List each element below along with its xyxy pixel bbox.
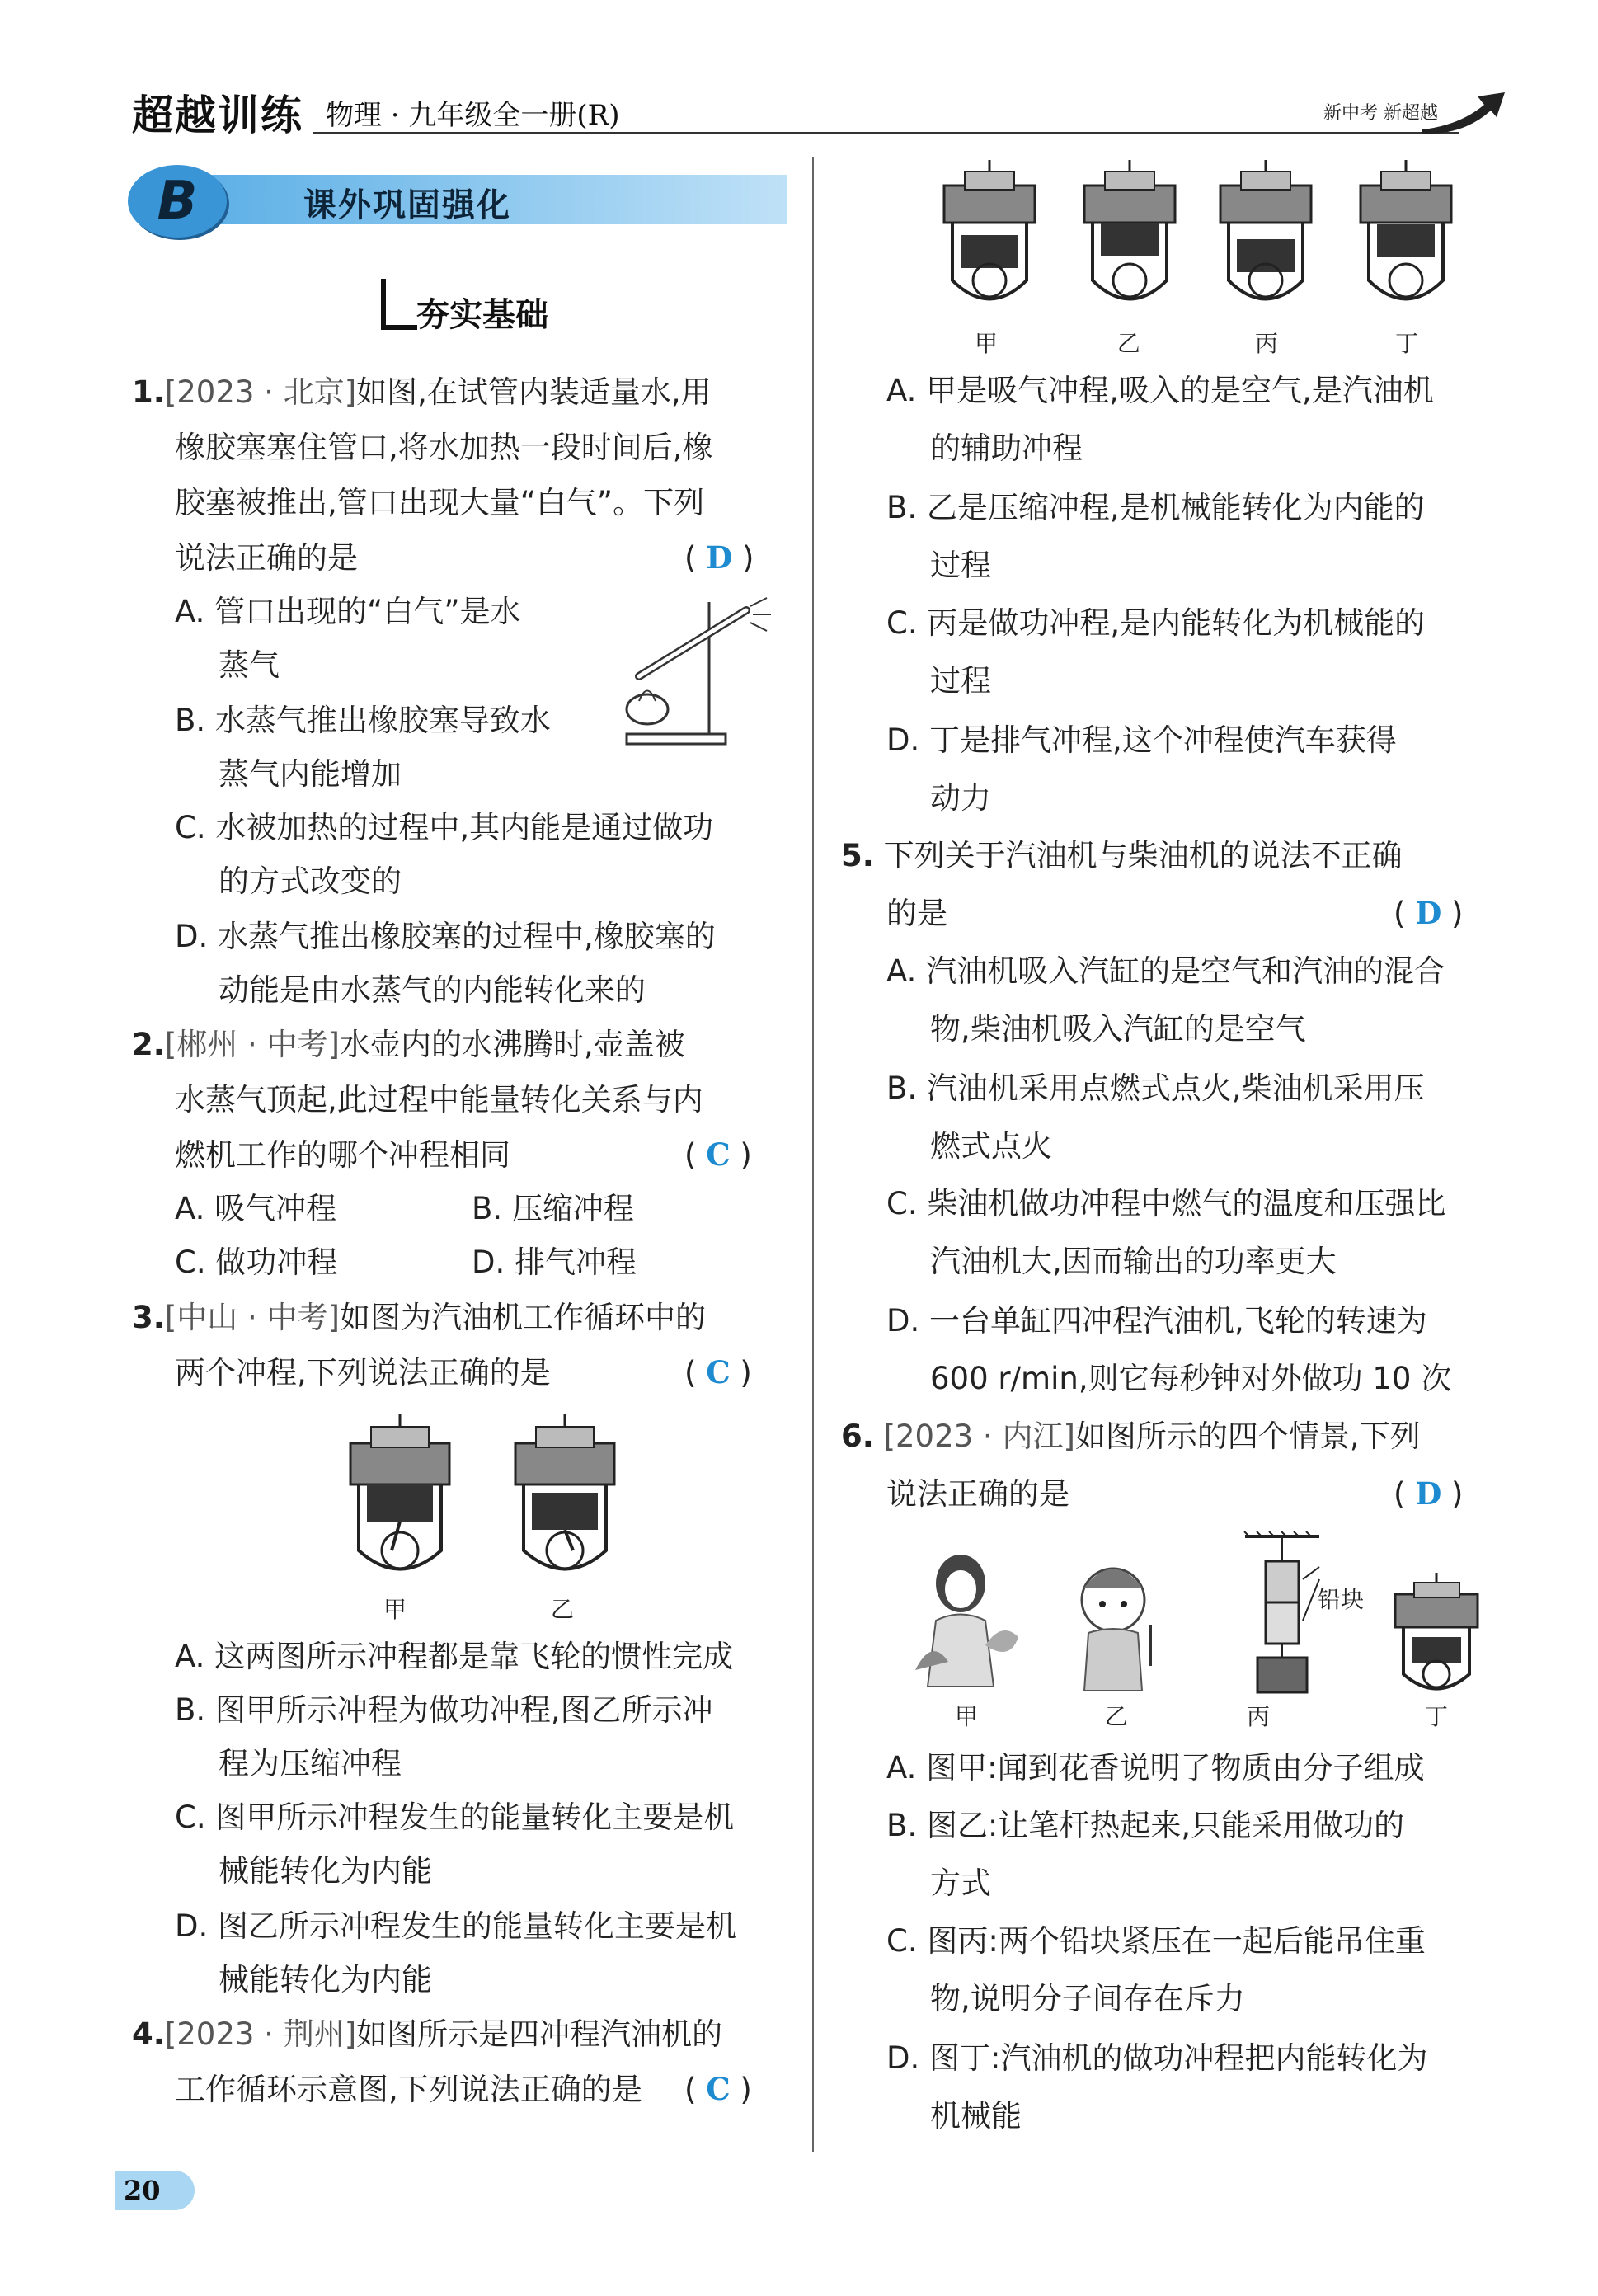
option-d: D. 排气冲程 (472, 1244, 637, 1280)
figure-caption: 乙 (1105, 1703, 1129, 1730)
question-source: [郴州 · 中考] (164, 1027, 340, 1062)
question-source: [2023 · 内江] (883, 1419, 1075, 1454)
option-a-cont: 蒸气 (219, 647, 280, 683)
option-b: B. 水蒸气推出橡胶塞导致水 (175, 703, 551, 738)
answer-letter: C (706, 1136, 731, 1173)
question-number: 1. (132, 374, 165, 410)
figure-caption: 甲 (975, 330, 999, 357)
question-text: 如图为汽油机工作循环中的 (339, 1300, 706, 1335)
option-b: B. 图乙:让笔杆热起来,只能采用做功的 (886, 1808, 1405, 1843)
answer-bracket: ( D ) (1394, 895, 1464, 931)
figure-caption: 乙 (1117, 330, 1141, 357)
option-c-cont: 过程 (930, 663, 991, 699)
section-subtitle: 夯实基础 (416, 296, 548, 334)
question-text: 说法正确的是 (886, 1476, 1069, 1512)
option-b: B. 图甲所示冲程为做功冲程,图乙所示冲 (175, 1692, 713, 1728)
question-text: 如图所示是四冲程汽油机的 (356, 2016, 723, 2052)
option-b: B. 压缩冲程 (472, 1191, 634, 1226)
book-subtitle: 物理 · 九年级全一册(R) (326, 99, 620, 132)
answer-letter: D (1415, 895, 1442, 931)
option-c-cont: 的方式改变的 (219, 863, 402, 899)
girl-smelling-flowers-illustration (903, 1546, 1035, 1691)
option-b-cont: 程为压缩冲程 (219, 1746, 402, 1781)
answer-letter: D (1415, 1475, 1442, 1512)
option-c: C. 做功冲程 (175, 1244, 338, 1280)
figure-caption: 丙 (1255, 330, 1279, 357)
engine-illustration-yi (499, 1410, 639, 1592)
question-text: 橡胶塞塞住管口,将水加热一段时间后,橡 (175, 430, 713, 465)
option-d-cont: 械能转化为内能 (219, 1962, 432, 1997)
option-a: A. 甲是吸气冲程,吸入的是空气,是汽油机 (886, 373, 1434, 408)
option-b-cont: 方式 (930, 1866, 991, 1901)
option-b: B. 乙是压缩冲程,是机械能转化为内能的 (886, 490, 1425, 525)
option-d: D. 水蒸气推出橡胶塞的过程中,橡胶塞的 (175, 919, 716, 954)
option-d-cont: 动力 (930, 780, 991, 816)
option-b-cont: 过程 (930, 548, 991, 583)
option-d-cont: 动能是由水蒸气的内能转化来的 (219, 972, 646, 1008)
subtitle-bracket-icon (381, 279, 417, 330)
option-a-cont: 的辅助冲程 (930, 430, 1083, 466)
answer-bracket: ( C ) (684, 1136, 752, 1173)
engine-illustration-ding (1385, 1571, 1492, 1703)
question-text: 下列关于汽油机与柴油机的说法不正确 (883, 838, 1403, 873)
boy-with-pen-illustration (1060, 1559, 1175, 1695)
option-d: D. 图丁:汽油机的做功冲程把内能转化为 (886, 2040, 1428, 2076)
lead-blocks-illustration (1233, 1530, 1332, 1699)
arrow-icon (1418, 84, 1509, 142)
option-a: A. 图甲:闻到花香说明了物质由分子组成 (886, 1750, 1425, 1786)
option-c: C. 图甲所示冲程发生的能量转化主要是机 (175, 1800, 735, 1835)
option-a: A. 吸气冲程 (175, 1191, 337, 1226)
engine-illustration-jia (334, 1410, 474, 1592)
option-c: C. 水被加热的过程中,其内能是通过做功 (175, 810, 714, 845)
engine-illustration-yi (1072, 157, 1196, 322)
figure-caption: 丙 (1247, 1703, 1271, 1730)
question-number: 4. (132, 2016, 165, 2052)
option-c-cont: 械能转化为内能 (219, 1853, 432, 1889)
option-d-cont: 600 r/min,则它每秒钟对外做功 10 次 (930, 1361, 1452, 1396)
question-text: 如图所示的四个情景,下列 (1074, 1419, 1421, 1454)
section-letter: B (157, 171, 198, 232)
question-number: 6. (841, 1419, 874, 1454)
option-c: C. 柴油机做功冲程中燃气的温度和压强比 (886, 1186, 1446, 1221)
option-d-cont: 机械能 (930, 2098, 1022, 2134)
engine-illustration-ding (1348, 157, 1472, 322)
answer-bracket: ( C ) (684, 2071, 752, 2107)
figure-caption: 丁 (1395, 330, 1419, 357)
question-text: 工作循环示意图,下列说法正确的是 (175, 2072, 642, 2107)
lead-block-label: 铅块 (1318, 1586, 1365, 1613)
option-d: D. 一台单缸四冲程汽油机,飞轮的转速为 (886, 1303, 1427, 1339)
option-b-cont: 蒸气内能增加 (219, 756, 402, 792)
option-b-cont: 燃式点火 (930, 1128, 1052, 1164)
section-title: 课外巩固强化 (303, 186, 511, 224)
question-number: 2. (132, 1027, 165, 1062)
question-text: 两个冲程,下列说法正确的是 (175, 1355, 551, 1390)
option-d: D. 图乙所示冲程发生的能量转化主要是机 (175, 1908, 737, 1944)
header-rule (313, 132, 1459, 134)
engine-illustration-bing (1208, 157, 1332, 322)
question-text: 如图,在试管内装适量水,用 (356, 374, 712, 410)
question-number: 5. (841, 838, 874, 873)
option-a: A. 管口出现的“白气”是水 (175, 594, 521, 629)
column-divider (812, 157, 814, 2152)
answer-letter: D (706, 539, 733, 576)
option-c-cont: 物,说明分子间存在斥力 (930, 1981, 1245, 2016)
book-title: 超越训练 (132, 92, 303, 139)
answer-letter: C (706, 1354, 731, 1390)
answer-bracket: ( D ) (1394, 1475, 1464, 1512)
answer-bracket: ( D ) (684, 539, 754, 576)
option-d: D. 丁是排气冲程,这个冲程使汽车获得 (886, 722, 1397, 758)
answer-bracket: ( C ) (684, 1354, 752, 1390)
engine-illustration-jia (932, 157, 1055, 322)
question-text: 燃机工作的哪个冲程相同 (175, 1137, 510, 1173)
question-source: [2023 · 北京] (164, 374, 357, 410)
header-slogan: 新中考 新超越 (1323, 103, 1438, 124)
question-text: 胶塞被推出,管口出现大量“白气”。下列 (175, 485, 705, 520)
question-text: 水壶内的水沸腾时,壶盖被 (339, 1027, 685, 1062)
page-number: 20 (124, 2175, 161, 2206)
question-source: [2023 · 荆州] (164, 2016, 357, 2052)
figure-caption: 甲 (955, 1703, 979, 1730)
option-a-cont: 物,柴油机吸入汽缸的是空气 (930, 1011, 1306, 1047)
figure-caption: 甲 (383, 1596, 407, 1623)
option-a: A. 这两图所示冲程都是靠飞轮的惯性完成 (175, 1639, 734, 1674)
figure-caption: 丁 (1425, 1703, 1449, 1730)
question-text: 的是 (886, 896, 947, 931)
answer-letter: C (706, 2071, 731, 2107)
question-text: 水蒸气顶起,此过程中能量转化关系与内 (175, 1082, 703, 1117)
figure-caption: 乙 (551, 1596, 575, 1623)
option-c-cont: 汽油机大,因而输出的功率更大 (930, 1244, 1337, 1279)
question-source: [中山 · 中考] (164, 1300, 340, 1335)
question-number: 3. (132, 1300, 165, 1335)
option-a: A. 汽油机吸入汽缸的是空气和汽油的混合 (886, 953, 1445, 989)
question-text: 说法正确的是 (175, 540, 358, 576)
option-c: C. 丙是做功冲程,是内能转化为机械能的 (886, 605, 1426, 641)
option-c: C. 图丙:两个铅块紧压在一起后能吊住重 (886, 1923, 1426, 1959)
test-tube-apparatus-illustration (606, 586, 779, 759)
option-b: B. 汽油机采用点燃式点火,柴油机采用压 (886, 1070, 1425, 1106)
